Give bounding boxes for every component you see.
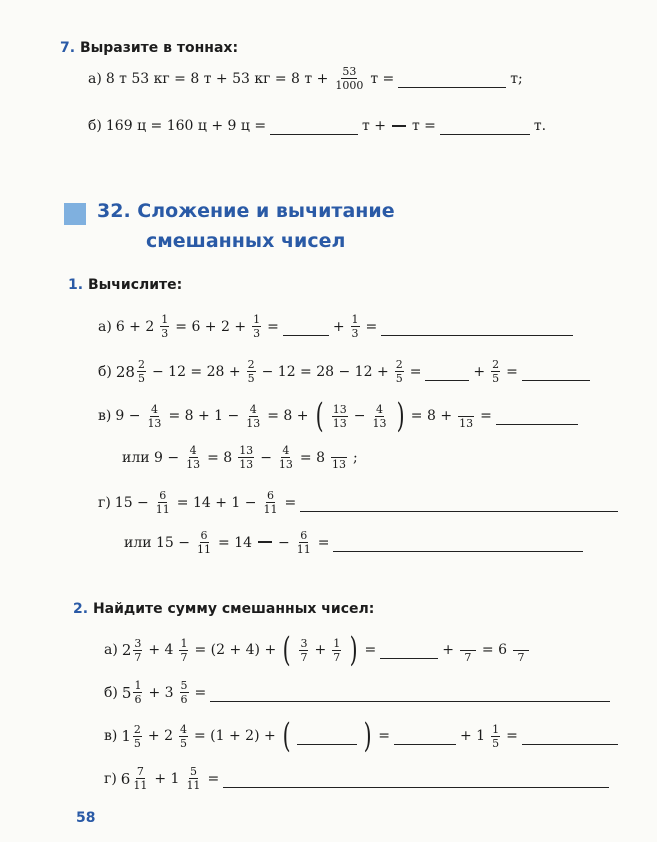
task1-b-line (98, 359, 590, 384)
whole-part: 5 (121, 683, 132, 702)
numerator: 6 (300, 529, 308, 542)
denominator: 11 (155, 503, 170, 516)
numerator-blank[interactable] (513, 638, 529, 651)
numerator: 2 (137, 358, 145, 371)
task1-a-line (98, 314, 573, 339)
fraction (196, 530, 212, 555)
expression-text: − (260, 449, 272, 466)
numerator: 5 (189, 765, 197, 778)
item-label: или 9 − (122, 449, 180, 466)
fraction (296, 530, 312, 555)
answer-blank[interactable] (333, 550, 583, 552)
fraction (245, 404, 261, 429)
expression-text: = (506, 728, 518, 744)
section-subtitle: смешанных чисел (146, 230, 346, 252)
open-paren: ( (315, 396, 324, 436)
fraction (331, 445, 347, 470)
denominator: 11 (197, 543, 212, 556)
task7-b-line (88, 118, 546, 134)
close-paren: ) (396, 396, 405, 436)
expression-text: = (194, 684, 207, 701)
section-marker-icon (64, 203, 86, 225)
task7-number: 7. (60, 40, 76, 56)
task1-number: 1. (68, 277, 84, 293)
numerator: 4 (189, 444, 197, 457)
expression-text: = (480, 408, 492, 424)
expression-text: = (284, 494, 297, 511)
numerator: 4 (249, 402, 257, 416)
numerator: 3 (300, 636, 308, 650)
answer-blank[interactable] (300, 510, 618, 512)
answer-blank[interactable] (380, 657, 438, 659)
item-label: б) (104, 684, 118, 701)
fraction (395, 359, 404, 384)
answer-blank[interactable] (425, 379, 469, 381)
expression-text: = 8 + (267, 408, 309, 424)
expression-text: = (409, 363, 422, 380)
numerator: 1 (492, 722, 500, 736)
fraction (133, 638, 142, 663)
expression-text: − (353, 408, 366, 424)
denominator: 13 (459, 416, 474, 430)
numerator: 1 (333, 636, 341, 650)
item-label: а) (104, 642, 118, 658)
fraction (155, 490, 171, 515)
whole-part: 1 (121, 727, 131, 745)
item-label: а) (88, 70, 102, 87)
item-label: б) (98, 363, 112, 380)
denominator: 5 (133, 736, 141, 750)
expression-text: = 8 + 1 − (168, 408, 240, 424)
denominator: 11 (186, 779, 201, 792)
fraction (179, 724, 188, 749)
task2-c-line (104, 716, 618, 756)
numerator: 1 (351, 313, 359, 326)
expression-text: + (473, 363, 486, 380)
fraction (513, 638, 529, 663)
open-paren: ( (282, 716, 291, 756)
numerator: 4 (282, 444, 290, 457)
answer-blank[interactable] (394, 743, 456, 745)
task1-c-line (98, 396, 578, 436)
fraction (299, 638, 308, 663)
expression-text: + 4 (148, 642, 174, 658)
denominator: 5 (247, 372, 255, 385)
expression-text: = 8 (299, 449, 326, 466)
answer-blank[interactable] (210, 700, 610, 702)
numerator: 53 (342, 65, 357, 78)
blank-fraction[interactable] (392, 119, 406, 134)
close-paren: ) (363, 716, 372, 756)
fraction (351, 314, 360, 339)
task2-title: Найдите сумму смешанных чисел: (92, 601, 375, 617)
expression-text: + (332, 318, 345, 335)
numerator: 2 (247, 358, 255, 371)
task1-c-alt-line (122, 445, 358, 470)
task2-header (73, 601, 374, 617)
numerator: 13 (332, 402, 347, 416)
numerator: 4 (376, 402, 384, 416)
expression-text: = (1 + 2) + (193, 728, 276, 744)
numerator-blank[interactable] (460, 638, 476, 651)
section-number: 32. (97, 200, 131, 222)
expression-text: = (207, 770, 220, 787)
denominator: 11 (133, 779, 148, 792)
expression-text: = (378, 728, 390, 744)
denominator: 3 (253, 327, 261, 340)
fraction (252, 314, 261, 339)
denominator: 1000 (335, 79, 364, 92)
fraction (179, 638, 188, 663)
answer-blank[interactable] (522, 379, 590, 381)
denominator: 7 (333, 650, 341, 664)
expression-text: = 14 (218, 534, 253, 551)
expression-text: = (365, 318, 378, 335)
fraction (332, 404, 348, 429)
expression-text: = (506, 363, 518, 380)
task7-header (60, 40, 238, 56)
expression-text: = (267, 318, 279, 335)
numerator: 7 (136, 765, 144, 778)
denominator: 5 (492, 736, 500, 750)
denominator: 13 (278, 458, 293, 471)
expression-text: + (442, 642, 454, 658)
fraction (247, 359, 256, 384)
denominator: 5 (395, 372, 403, 385)
section-title-line1: Сложение и вычитание (137, 200, 395, 222)
fraction (180, 680, 189, 705)
item-label: г) (98, 494, 111, 511)
item-label: а) (98, 318, 112, 335)
denominator: 13 (372, 416, 387, 430)
task2-d-line (104, 766, 609, 791)
denominator: 13 (186, 458, 201, 471)
denominator: 13 (332, 416, 347, 430)
whole-part: 28 (115, 362, 135, 381)
denominator: 7 (464, 650, 472, 664)
blank-fraction[interactable] (258, 535, 272, 550)
denominator: 13 (147, 416, 162, 430)
numerator: 6 (200, 529, 208, 542)
denominator: 13 (332, 458, 347, 471)
expression-text: = (2 + 4) + (194, 642, 277, 658)
task2-a-line (104, 630, 531, 670)
expression-text: т + (362, 118, 386, 134)
answer-blank[interactable] (270, 133, 358, 135)
numerator: 4 (150, 402, 158, 416)
expression-text: + (314, 642, 327, 658)
denominator: 5 (179, 736, 187, 750)
denominator: 11 (263, 503, 278, 516)
fraction (185, 766, 201, 791)
expression-text: т = (411, 118, 436, 134)
expression-text: + 1 (459, 728, 486, 744)
numerator: 1 (253, 313, 261, 326)
numerator-blank[interactable] (331, 445, 347, 458)
expression-text: = (317, 534, 330, 551)
numerator: 3 (134, 636, 142, 650)
expression-text: т; (510, 70, 523, 87)
expression-text: − 12 = 28 − 12 + (261, 363, 389, 380)
answer-blank[interactable] (496, 423, 578, 425)
fraction (458, 404, 474, 429)
item-label: б) (88, 118, 102, 134)
expression-text: = 8 + (410, 408, 453, 424)
expression-text: 8 т 53 кг = 8 т + 53 кг = 8 т + (105, 70, 329, 87)
open-paren: ( (282, 630, 291, 670)
denominator: 3 (351, 327, 359, 340)
fraction (278, 445, 294, 470)
fraction (146, 404, 162, 429)
fraction (133, 680, 142, 705)
fraction (332, 638, 341, 663)
expression-text: 6 + 2 (115, 318, 155, 335)
whole-part: 6 (120, 769, 131, 788)
denominator: 11 (296, 543, 311, 556)
numerator: 5 (180, 679, 188, 692)
item-label: г) (104, 770, 117, 787)
fraction (160, 314, 169, 339)
answer-blank[interactable] (297, 743, 357, 745)
denominator: 7 (517, 650, 525, 664)
fraction (460, 638, 476, 663)
denominator: 7 (300, 650, 308, 664)
denominator: 13 (246, 416, 261, 430)
expression-text: = 6 (481, 642, 508, 658)
expression-text: 9 − (115, 408, 141, 424)
expression-text: − 12 = 28 + (151, 363, 241, 380)
whole-part: 2 (121, 641, 132, 659)
expression-text: = 14 + 1 − (176, 494, 257, 511)
item-label: в) (104, 728, 118, 744)
denominator: 6 (134, 693, 142, 706)
expression-text: т. (533, 118, 547, 134)
expression-text: = 8 (207, 449, 233, 466)
close-paren: ) (349, 630, 358, 670)
expression-text: = (364, 642, 377, 658)
fraction (238, 445, 254, 470)
item-label: в) (98, 408, 112, 424)
fraction (491, 724, 500, 749)
expression-text: 169 ц = 160 ц + 9 ц = (105, 118, 267, 134)
fraction (263, 490, 279, 515)
fraction (132, 766, 148, 791)
fraction (137, 359, 146, 384)
numerator: 13 (239, 444, 254, 457)
answer-blank[interactable] (283, 334, 329, 336)
fraction (133, 724, 142, 749)
answer-blank[interactable] (381, 334, 573, 336)
expression-text: − (278, 534, 290, 551)
section-title (97, 200, 395, 222)
task1-header (68, 277, 182, 293)
expression-text: = 6 + 2 + (175, 318, 247, 335)
fraction (491, 359, 500, 384)
task1-d-line (98, 490, 618, 515)
fraction (185, 445, 201, 470)
expression-text: 15 − (114, 494, 149, 511)
numerator: 1 (161, 313, 169, 326)
task7-title: Выразите в тоннах: (79, 40, 239, 56)
denominator: 6 (180, 693, 188, 706)
numerator: 6 (159, 489, 167, 502)
task2-b-line (104, 680, 610, 705)
answer-blank[interactable] (522, 743, 618, 745)
task1-title: Вычислите: (87, 277, 183, 293)
fraction (372, 404, 388, 429)
denominator: 7 (180, 650, 188, 664)
denominator: 5 (137, 372, 145, 385)
task2-number: 2. (73, 601, 89, 617)
item-label: или 15 − (124, 534, 191, 551)
expression-text: т = (370, 70, 395, 87)
denominator: 13 (239, 458, 254, 471)
numerator-blank[interactable] (458, 404, 474, 417)
denominator: 3 (161, 327, 169, 340)
denominator: 5 (492, 372, 500, 385)
task1-d-alt-line (124, 530, 583, 555)
fraction (334, 66, 364, 91)
answer-blank[interactable] (398, 86, 506, 88)
numerator: 6 (267, 489, 275, 502)
task7-a-line (88, 66, 523, 91)
answer-blank[interactable] (223, 786, 609, 788)
expression-text: + 1 (154, 770, 180, 787)
numerator: 2 (395, 358, 403, 371)
numerator: 2 (492, 358, 500, 371)
numerator: 1 (134, 679, 142, 692)
answer-blank[interactable] (440, 133, 530, 135)
denominator: 7 (134, 650, 142, 664)
expression-text: + 3 (148, 684, 174, 701)
expression-text: + 2 (147, 728, 173, 744)
numerator: 2 (133, 722, 141, 736)
page-number: 58 (76, 810, 96, 826)
numerator: 1 (180, 636, 188, 650)
expression-text: ; (353, 449, 358, 466)
numerator: 4 (179, 722, 187, 736)
